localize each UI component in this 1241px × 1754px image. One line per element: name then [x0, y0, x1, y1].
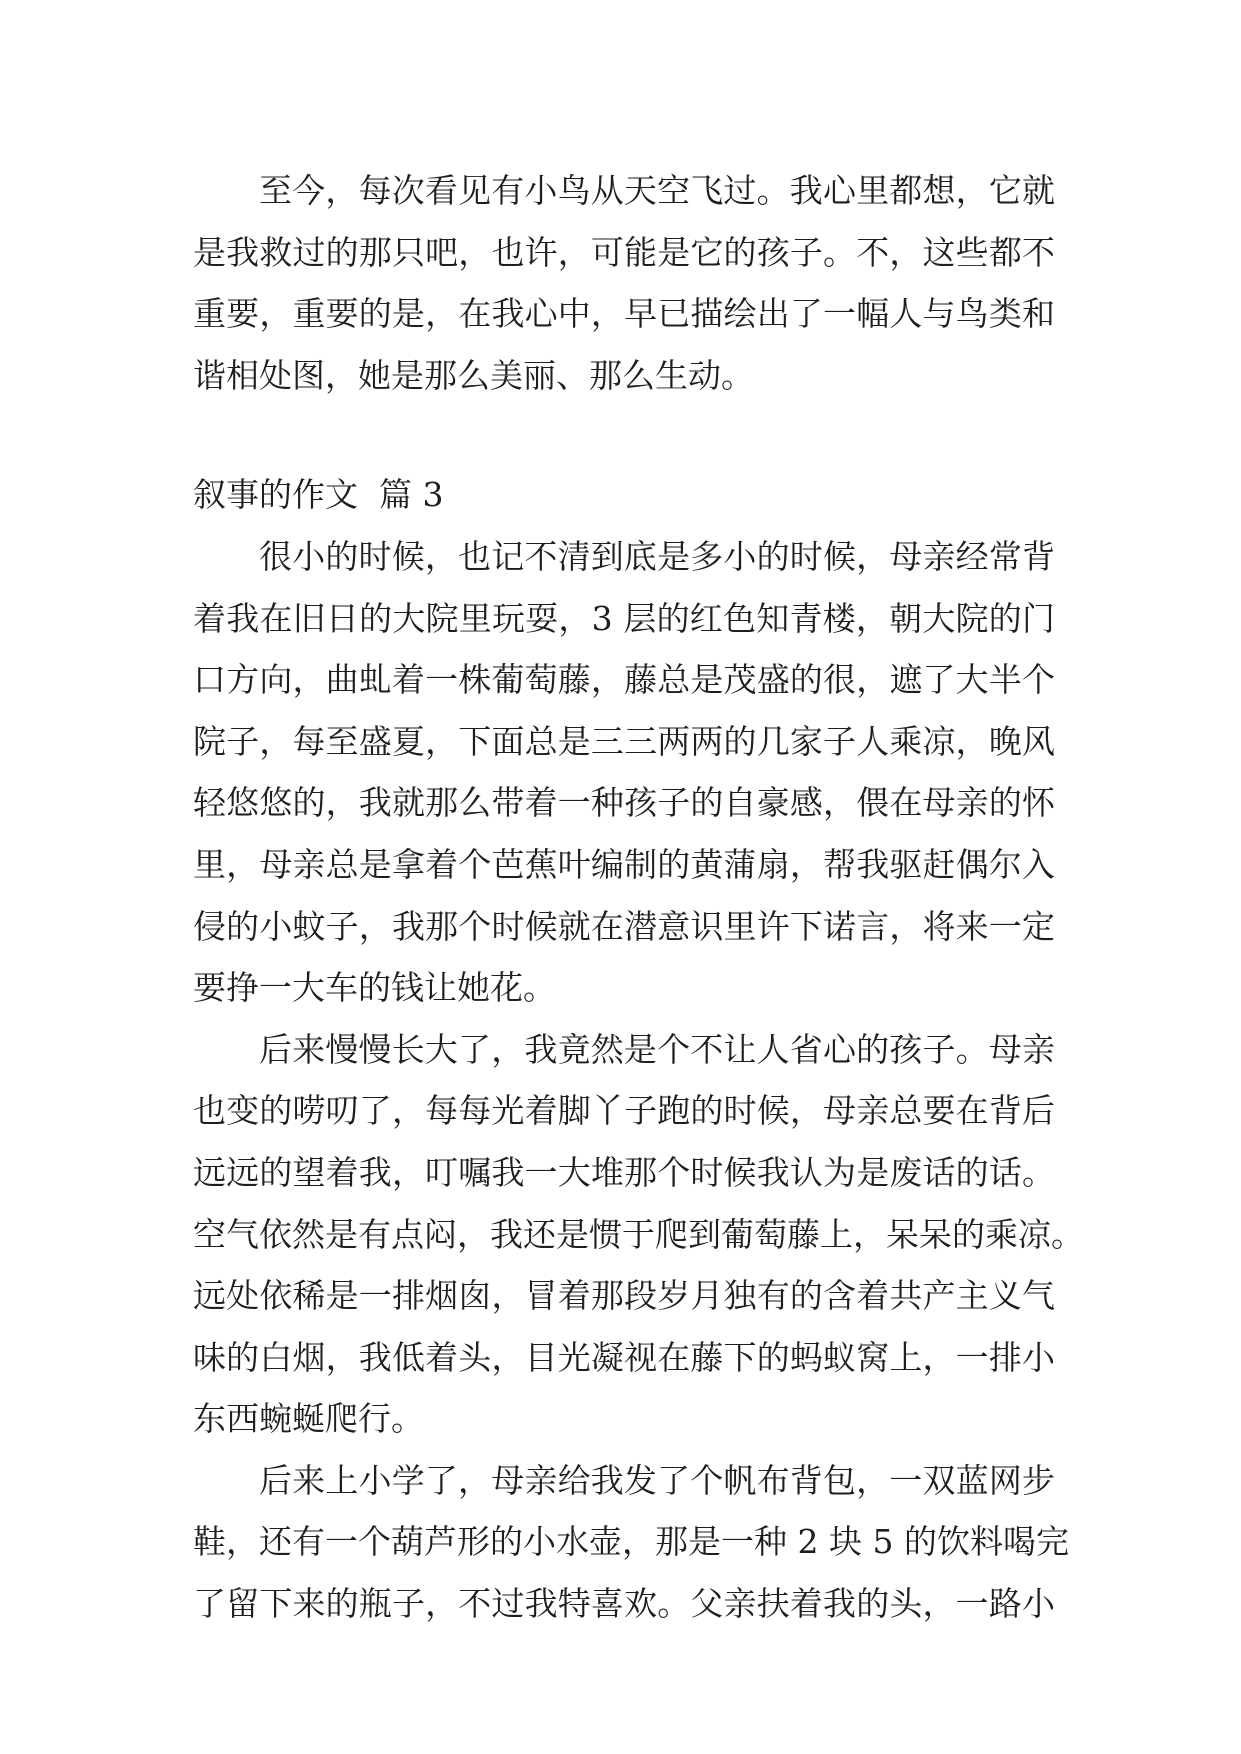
paragraph-line: 是我救过的那只吧，也许，可能是它的孩子。不，这些都不	[193, 232, 1055, 272]
paragraph-line: 后来上小学了，母亲给我发了个帆布背包，一双蓝网步	[259, 1460, 1055, 1500]
paragraph-3	[193, 1019, 1084, 1450]
document-body	[193, 160, 1084, 1635]
paragraph-4	[193, 1450, 1069, 1635]
paragraph-line: 要挣一大车的钱让她花。	[193, 968, 556, 1008]
paragraph-line: 味的白烟，我低着头，目光凝视在藤下的蚂蚁窝上，一排小	[193, 1337, 1055, 1377]
paragraph-line: 里，母亲总是拿着个芭蕉叶编制的黄蒲扇，帮我驱赶偶尔入	[193, 844, 1055, 884]
paragraph-line: 鞋，还有一个葫芦形的小水壶，那是一种 2 块 5 的饮料喝完	[193, 1522, 1069, 1562]
paragraph-line: 远远的望着我，叮嘱我一大堆那个时候我认为是废话的话。	[193, 1152, 1055, 1192]
paragraph-line: 了留下来的瓶子，不过我特喜欢。父亲扶着我的头，一路小	[193, 1584, 1055, 1624]
paragraph-line: 也变的唠叨了，每每光着脚丫子跑的时候，母亲总要在背后	[193, 1091, 1055, 1131]
paragraph-line: 轻悠悠的，我就那么带着一种孩子的自豪感，偎在母亲的怀	[193, 783, 1055, 823]
paragraph-2	[193, 526, 1055, 1019]
section-spacer	[193, 406, 1055, 464]
paragraph-line: 谐相处图，她是那么美丽、那么生动。	[193, 355, 754, 395]
paragraph-line: 侵的小蚊子，我那个时候就在潜意识里许下诺言，将来一定	[193, 906, 1055, 946]
paragraph-line: 院子，每至盛夏，下面总是三三两两的几家子人乘凉，晚风	[193, 721, 1055, 761]
paragraph-line: 着我在旧日的大院里玩耍，3 层的红色知青楼，朝大院的门	[193, 598, 1055, 638]
paragraph-1	[193, 160, 1055, 406]
paragraph-line: 远处依稀是一排烟囱，冒着那段岁月独有的含着共产主义气	[193, 1276, 1055, 1316]
paragraph-line: 口方向，曲虬着一株葡萄藤，藤总是茂盛的很，遮了大半个	[193, 660, 1055, 700]
paragraph-line: 东西蜿蜒爬行。	[193, 1399, 424, 1439]
paragraph-line: 空气依然是有点闷，我还是惯于爬到葡萄藤上，呆呆的乘凉。	[193, 1214, 1084, 1254]
paragraph-line: 后来慢慢长大了，我竟然是个不让人省心的孩子。母亲	[259, 1029, 1055, 1069]
section-heading: 叙事的作文 篇 3	[193, 475, 444, 515]
paragraph-line: 很小的时候，也记不清到底是多小的时候，母亲经常背	[259, 536, 1055, 576]
paragraph-line: 重要，重要的是，在我心中，早已描绘出了一幅人与鸟类和	[193, 294, 1055, 334]
paragraph-line: 至今，每次看见有小鸟从天空飞过。我心里都想，它就	[259, 171, 1055, 210]
